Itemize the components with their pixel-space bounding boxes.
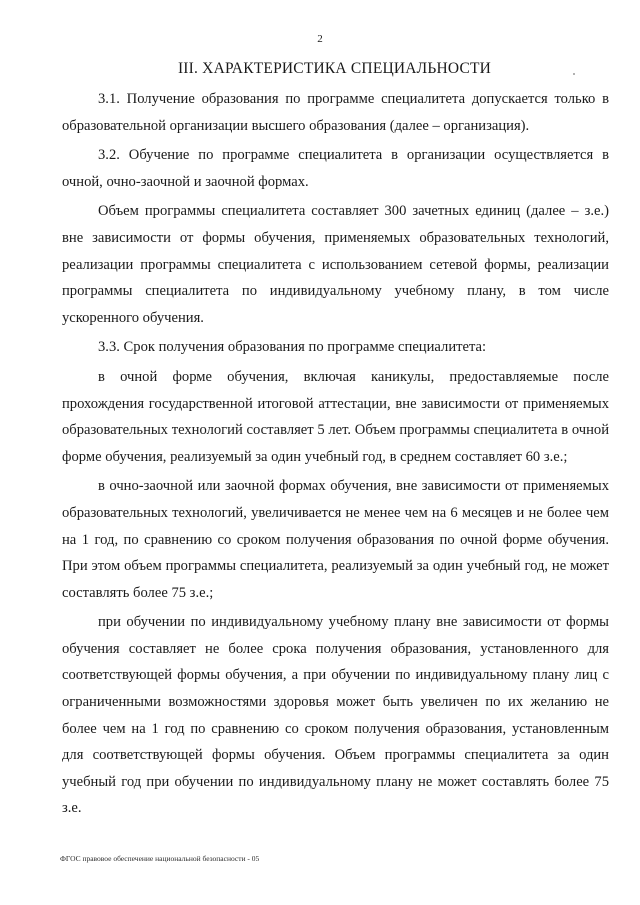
paragraph-3-1: 3.1. Получение образования по программе специалитета допускается только в образовательной организации высшего образования (далее – организация). bbox=[62, 91, 609, 134]
body-text bbox=[62, 86, 609, 825]
page-number: 2 bbox=[317, 33, 323, 45]
paragraph-3-3: 3.3. Срок получения образования по программе специалитета: bbox=[98, 339, 487, 356]
paragraph-individual-plan: при обучении по индивидуальному учебному плану вне зависимости от формы обучения составляет не более срока получения образования, установленного для соответствующей формы обучения, а при обучении по индивидуальному плану лиц с ограниченными возможностями здоровья может быть увеличен по их желанию не более чем на 1 год по сравнению со сроком получения образования, установленным для соответствующей формы обучения. Объем программы специалитета за один учебный год при обучении по индивидуальному плану не может составлять более 75 з.е. bbox=[62, 614, 609, 817]
paragraph-volume: Объем программы специалитета составляет 300 зачетных единиц (далее – з.е.) вне зависимости от формы обучения, применяемых образовательных технологий, реализации программы специалитета с использованием сетевой формы, реализации программы специалитета по индивидуальному учебному плану, в том числе ускоренного обучения. bbox=[62, 203, 609, 326]
page-footer: ФГОС правовое обеспечение национальной безопасности - 05 bbox=[60, 854, 260, 863]
section-title: III. ХАРАКТЕРИСТИКА СПЕЦИАЛЬНОСТИ bbox=[177, 60, 492, 77]
paragraph-part-time: в очно-заочной или заочной формах обучения, вне зависимости от применяемых образовательных технологий, увеличивается не менее чем на 6 месяцев и не более чем на 1 год, по сравнению со сроком получения образования по очной форме обучения. При этом объем программы специалитета, реализуемый за один учебный год, не может составлять более 75 з.е.; bbox=[62, 478, 609, 601]
paragraph-full-time: в очной форме обучения, включая каникулы, предоставляемые после прохождения государственной итоговой аттестации, вне зависимости от применяемых образовательных технологий составляет 5 лет. Объем программы специалитета в очной форме обучения, реализуемый за один учебный год, в среднем составляет 60 з.е.; bbox=[62, 368, 609, 465]
paragraph-3-2: 3.2. Обучение по программе специалитета в организации осуществляется в очной, очно-заочной и заочной формах. bbox=[62, 147, 609, 190]
